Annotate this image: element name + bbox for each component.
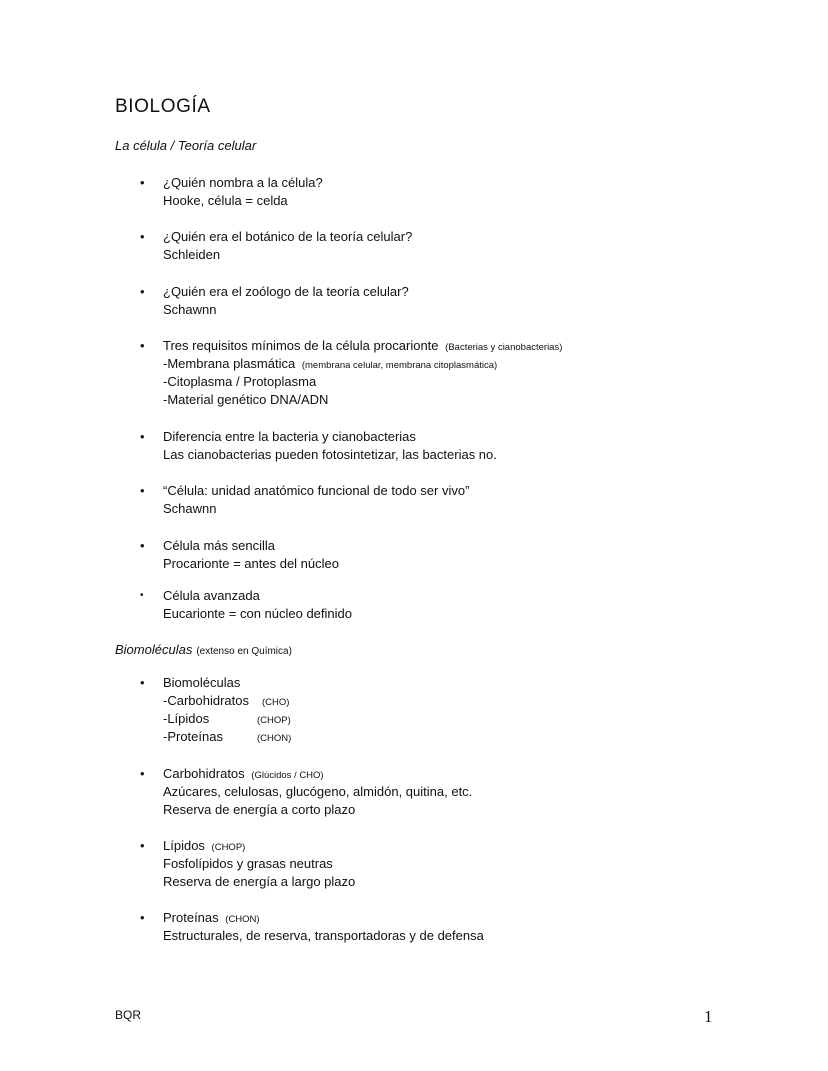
- bullet: •: [140, 284, 145, 299]
- question-text: Célula más sencilla: [163, 538, 275, 553]
- section-heading-note: (extenso en Química): [196, 646, 292, 657]
- question-note: (CHOP): [211, 842, 246, 853]
- list-item-content: [163, 837, 355, 891]
- list-item-content: [163, 174, 323, 210]
- biomolecule-formula: (CHO): [262, 697, 290, 708]
- page-number: 1: [704, 1007, 713, 1026]
- biomolecule-text: -Proteínas: [163, 729, 223, 744]
- question-text: “Célula: unidad anatómico funcional de todo ser vivo”: [163, 483, 470, 498]
- bullet: •: [140, 590, 144, 601]
- list-item-content: [163, 765, 472, 819]
- list-item-content: [163, 482, 469, 518]
- requirement-text: -Material genético DNA/ADN: [163, 392, 329, 407]
- document-title: BIOLOGÍA: [115, 96, 211, 117]
- bullet: •: [140, 675, 145, 690]
- question-text: Biomoléculas: [163, 675, 241, 690]
- answer-text: Eucarionte = con núcleo definido: [163, 606, 352, 621]
- list-item-content: [163, 674, 291, 746]
- bullet: •: [140, 838, 145, 853]
- biomolecule-formula: (CHOP): [257, 715, 291, 726]
- question-text: Diferencia entre la bacteria y cianobacterias: [163, 429, 416, 444]
- requirement-text: -Citoplasma / Protoplasma: [163, 374, 317, 389]
- answer-text: Schleiden: [163, 247, 221, 262]
- list-item-content: [163, 537, 339, 573]
- requirement-note: (membrana celular, membrana citoplasmática): [301, 360, 498, 371]
- answer-text: Hooke, célula = celda: [163, 193, 288, 208]
- answer-text: Estructurales, de reserva, transportadoras y de defensa: [163, 928, 484, 943]
- question-text: Carbohidratos: [163, 766, 245, 781]
- section-heading-text: Biomoléculas: [115, 642, 193, 657]
- answer-text: Procarionte = antes del núcleo: [163, 556, 339, 571]
- bullet: •: [140, 766, 145, 781]
- biomolecule-text: -Lípidos: [163, 711, 210, 726]
- footer-author: BQR: [115, 1008, 142, 1022]
- answer-text: Reserva de energía a largo plazo: [163, 874, 356, 889]
- list-item-content: [163, 283, 409, 319]
- question-note: (CHON): [225, 914, 260, 925]
- question-text: Proteínas: [163, 910, 219, 925]
- bullet: •: [140, 910, 145, 925]
- section-heading-cell-theory: [115, 138, 256, 153]
- bullet: •: [140, 483, 145, 498]
- bullet: •: [140, 338, 145, 353]
- question-note: (Bacterias y cianobacterias): [445, 342, 563, 353]
- question-text: ¿Quién nombra a la célula?: [163, 175, 323, 190]
- bullet: •: [140, 229, 145, 244]
- answer-text: Schawnn: [163, 501, 217, 516]
- section-heading-text: La célula / Teoría celular: [115, 138, 257, 153]
- question-text: ¿Quién era el zoólogo de la teoría celular?: [163, 284, 409, 299]
- list-item-content: [163, 228, 412, 264]
- list-item-content: [163, 909, 484, 945]
- list-item-content: [163, 587, 352, 623]
- answer-text: Fosfolípidos y grasas neutras: [163, 856, 333, 871]
- requirement-text: -Membrana plasmática: [163, 356, 296, 371]
- section-heading-biomolecules: [115, 642, 292, 657]
- question-text: ¿Quién era el botánico de la teoría celular?: [163, 229, 413, 244]
- question-note: (Glúcidos / CHO): [251, 770, 324, 781]
- biomolecule-formula: (CHON): [257, 733, 292, 744]
- answer-text: Reserva de energía a corto plazo: [163, 802, 356, 817]
- list-item-content: [163, 428, 497, 464]
- biomolecule-text: -Carbohidratos: [163, 693, 249, 708]
- bullet: •: [140, 429, 145, 444]
- list-item-content: [163, 337, 562, 409]
- bullet: •: [140, 175, 145, 190]
- answer-text: Las cianobacterias pueden fotosintetizar, las bacterias no.: [163, 447, 497, 462]
- bullet: •: [140, 538, 145, 553]
- question-text: Lípidos: [163, 838, 205, 853]
- answer-text: Azúcares, celulosas, glucógeno, almidón, quitina, etc.: [163, 784, 473, 799]
- question-text: Tres requisitos mínimos de la célula procarionte: [163, 338, 439, 353]
- answer-text: Schawnn: [163, 302, 217, 317]
- question-text: Célula avanzada: [163, 588, 260, 603]
